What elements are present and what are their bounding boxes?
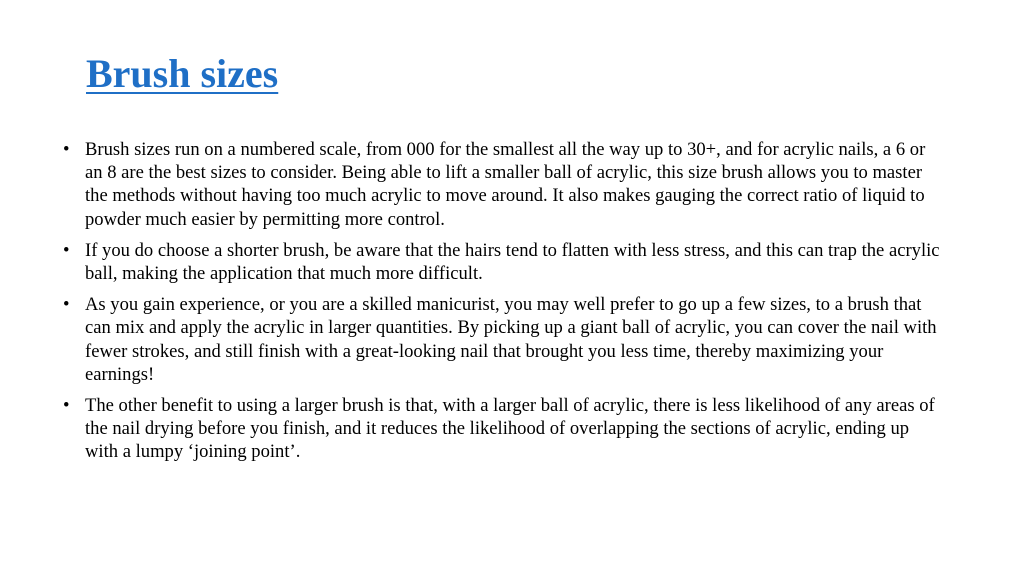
bullet-item: [60, 239, 944, 285]
slide-title: Brush sizes: [86, 51, 279, 96]
bullet-item: [60, 394, 944, 464]
bullet-icon: •: [63, 294, 70, 316]
bullet-text: As you gain experience, or you are a skilled manicurist, you may well prefer to go up a few sizes, to a brush that can mix and apply the acrylic in larger quantities. By picking up a giant ball of acrylic, you can cover the nail with fewer strokes, and still finish with a great-looking nail that brought you less time, thereby maximizing your earnings!: [85, 294, 937, 385]
bullet-text: If you do choose a shorter brush, be aware that the hairs tend to flatten with less stress, and this can trap the acrylic ball, making the application that much more difficult.: [85, 239, 940, 285]
bullet-text: Brush sizes run on a numbered scale, from 000 for the smallest all the way up to 30+, and for acrylic nails, a 6 or an 8 are the best sizes to consider. Being able to lift a smaller ball of acrylic, this size brush allows you to master the methods without having too much acrylic to move around. It also makes gauging the correct ratio of liquid to powder much easier by permitting more control.: [85, 139, 926, 230]
bullet-icon: •: [63, 239, 70, 261]
bullet-item: [60, 293, 944, 386]
bullet-item: [60, 138, 944, 231]
bullet-list: [60, 138, 944, 472]
bullet-text: The other benefit to using a larger brush is that, with a larger ball of acrylic, there is less likelihood of any areas of the nail drying before you finish, and it reduces the likelihood of overlapping the sections of acrylic, ending up with a lumpy ‘joining point’.: [85, 395, 935, 463]
bullet-icon: •: [63, 139, 70, 160]
bullet-icon: •: [63, 395, 70, 417]
